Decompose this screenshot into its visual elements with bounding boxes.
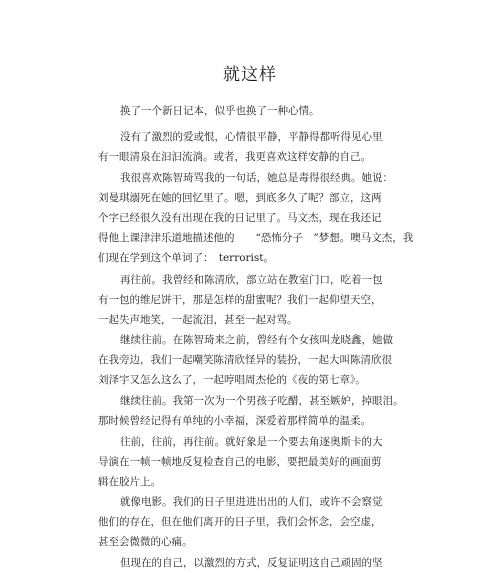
text-line: 继续往前。在陈智琦来之前，曾经有个女孩叫龙晓鑫，她做 <box>120 334 393 346</box>
text-line: 换了一个新日记本，似乎也换了一种心情。 <box>120 105 320 117</box>
text-line: 他们的存在，但在他们离开的日子里，我们会怀念，会空虚， <box>98 516 382 528</box>
paragraph-8 <box>98 492 428 552</box>
text-line: 继续往前。我第一次为一个男孩子吃醋，甚至嫉妒，掉眼泪。 <box>120 395 404 407</box>
paragraph-2 <box>98 127 428 167</box>
text-line: 那时候曾经记得有单纯的小幸福，深爱着那样简单的温柔。 <box>98 415 371 427</box>
text-line: 再往前。我曾经和陈清欣，部立站在教室门口，吃着一包 <box>120 274 383 286</box>
text-line: 我很喜欢陈智琦骂我的一句话，她总是毒得很经典。她说： <box>120 172 393 184</box>
paragraph-5 <box>98 330 428 390</box>
paragraph-9 <box>98 553 428 573</box>
text-line: 在我旁边，我们一起嘲笑陈清欣怪异的装扮，一起大叫陈清欣很 <box>98 354 392 366</box>
text-line: 刘泽宇又怎么这么了，一起哼唱周杰伦的《夜的第七章》。 <box>98 374 366 386</box>
text-line: 辑在胶片上。 <box>98 476 161 488</box>
text-line: 一起失声地笑，一起流泪，甚至一起对骂。 <box>98 314 298 326</box>
paragraph-4 <box>98 270 428 330</box>
text-line: 有一眼清泉在汩汩流淌。或者，我更喜欢这样安静的自己。 <box>98 151 371 163</box>
text-line: 个字已经很久没有出现在我的日记里了。马文杰，现在我还记 <box>98 212 382 224</box>
text-line: 就像电影。我们的日子里进进出出的人们，或许不会察觉 <box>120 496 383 508</box>
paragraph-6 <box>98 391 428 431</box>
text-line: 们现在学到这个单词了： terrorist。 <box>98 252 275 264</box>
paragraph-1 <box>98 101 428 121</box>
text-line: 刘曼琪溺死在她的回忆里了。嗯，到底多久了呢？部立，这两 <box>98 192 382 204</box>
text-line: 但现在的自己，以激烈的方式，反复证明这自己顽固的坚 <box>120 557 383 569</box>
paragraph-7 <box>98 432 428 492</box>
document-title: 就这样 <box>223 65 277 85</box>
text-line: 往前，往前，再往前。就好象是一个要去角逐奥斯卡的大 <box>120 436 383 448</box>
text-line: 没有了激烈的爱或恨，心情很平静，平静得都听得见心里 <box>120 131 383 143</box>
paragraph-3 <box>98 168 428 268</box>
text-line: 导演在一帧一帧地反复检查自己的电影，要把最美好的画面剪 <box>98 456 382 468</box>
text-line: 甚至会微微的心痛。 <box>98 536 193 548</box>
text-line: 有一包的维尼饼干，那是怎样的甜蜜呢？我们一起仰望天空， <box>98 294 382 306</box>
text-line: 得他上课津津乐道地描述他的 “恐怖分子 ”梦想。噢马文杰，我 <box>98 232 414 244</box>
